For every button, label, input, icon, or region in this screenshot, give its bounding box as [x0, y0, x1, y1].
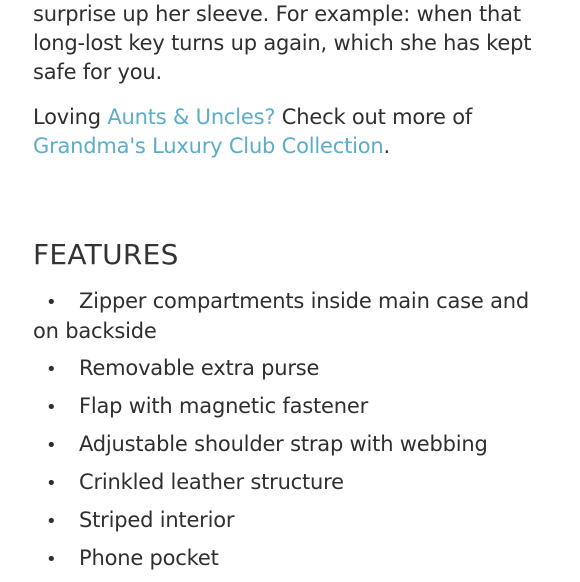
luxury-club-collection-link[interactable]: Grandma's Luxury Club Collection — [33, 134, 384, 158]
description-paragraph: surprise up her sleeve. For example: when that long-lost key turns up again, which she has kept safe for you. — [33, 2, 532, 84]
aunts-uncles-link[interactable]: Aunts & Uncles? — [107, 105, 276, 129]
feature-item — [33, 468, 533, 498]
feature-item-label: Flap with magnetic fastener — [79, 394, 369, 418]
related-links-paragraph — [33, 103, 553, 161]
bullet-icon: • — [46, 511, 57, 532]
bullet-icon: • — [46, 292, 57, 313]
bullet-icon: • — [46, 473, 57, 494]
features-heading: FEATURES — [33, 238, 179, 271]
feature-item — [33, 287, 533, 346]
bullet-icon: • — [46, 435, 57, 456]
feature-item — [33, 430, 533, 460]
bullet-icon: • — [46, 397, 57, 418]
feature-item-label: Striped interior — [79, 508, 235, 532]
feature-item-label: Phone pocket — [79, 546, 219, 570]
bullet-icon: • — [46, 359, 57, 380]
loving-prefix: Loving — [33, 105, 108, 129]
bullet-icon: • — [46, 549, 57, 570]
feature-item-label: Adjustable shoulder strap with webbing — [79, 432, 488, 456]
feature-item-label: Crinkled leather structure — [79, 470, 344, 494]
check-out-text: Check out more of — [275, 105, 473, 129]
feature-item-label: Zipper compartments inside main case and on backside — [33, 289, 530, 343]
feature-item — [33, 506, 533, 536]
period: . — [383, 134, 391, 158]
feature-item — [33, 392, 533, 422]
features-list — [33, 287, 533, 582]
feature-item-label: Removable extra purse — [79, 356, 320, 380]
feature-item — [33, 354, 533, 384]
feature-item — [33, 544, 533, 574]
